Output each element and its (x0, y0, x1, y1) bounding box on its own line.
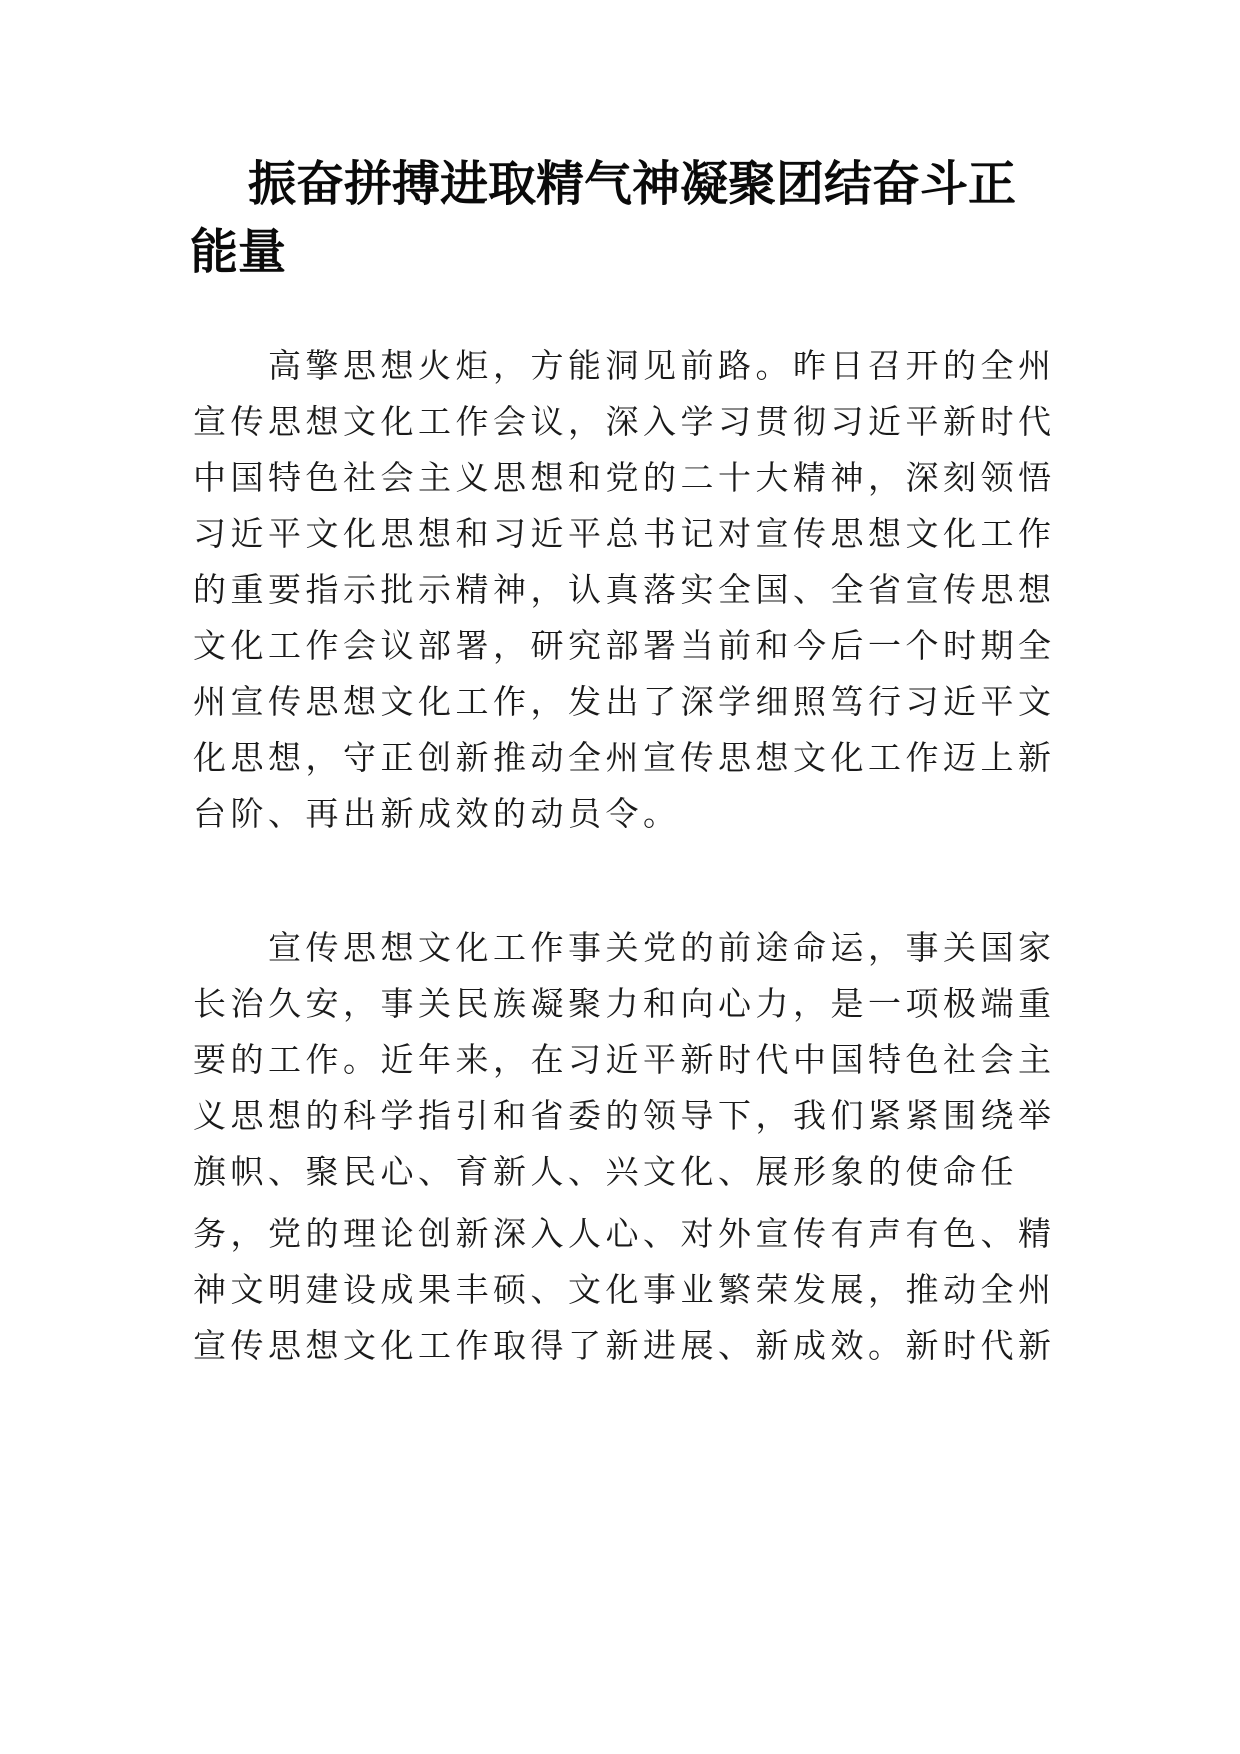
paragraph-line: 旗帜、聚民心、育新人、兴文化、展形象的使命任 (193, 1152, 1018, 1191)
document-title: 振奋拼搏进取精气神凝聚团结奋斗正能量 (190, 156, 1017, 280)
paragraph-1 (193, 338, 1056, 842)
paragraph-line: 神文明建设成果丰硕、文化事业繁荣发展，推动全州 (193, 1270, 1056, 1309)
paragraph-line: 长治久安，事关民族凝聚力和向心力，是一项极端重 (193, 984, 1056, 1023)
paragraph-line: 文化工作会议部署，研究部署当前和今后一个时期全 (193, 626, 1056, 665)
paragraph-line: 宣传思想文化工作取得了新进展、新成效。新时代新 (193, 1326, 1056, 1365)
paragraph-line: 务，党的理论创新深入人心、对外宣传有声有色、精 (193, 1214, 1056, 1253)
paragraph-line: 中国特色社会主义思想和党的二十大精神，深刻领悟 (193, 458, 1056, 497)
paragraph-line: 习近平文化思想和习近平总书记对宣传思想文化工作 (193, 514, 1056, 553)
paragraph-line: 要的工作。近年来，在习近平新时代中国特色社会主 (193, 1040, 1056, 1079)
paragraph-line: 州宣传思想文化工作，发出了深学细照笃行习近平文 (193, 682, 1056, 721)
paragraph-line: 的重要指示批示精神，认真落实全国、全省宣传思想 (193, 570, 1056, 609)
paragraph-line: 宣传思想文化工作会议，深入学习贯彻习近平新时代 (193, 402, 1056, 441)
paragraph-line: 高擎思想火炬，方能洞见前路。昨日召开的全州 (193, 346, 1056, 385)
paragraph-line: 义思想的科学指引和省委的领导下，我们紧紧围绕举 (193, 1096, 1056, 1135)
paragraph-line: 宣传思想文化工作事关党的前途命运，事关国家 (193, 928, 1056, 967)
paragraph-line: 台阶、再出新成效的动员令。 (193, 794, 681, 833)
paragraph-2 (193, 920, 1056, 1374)
paragraph-line: 化思想，守正创新推动全州宣传思想文化工作迈上新 (193, 738, 1056, 777)
